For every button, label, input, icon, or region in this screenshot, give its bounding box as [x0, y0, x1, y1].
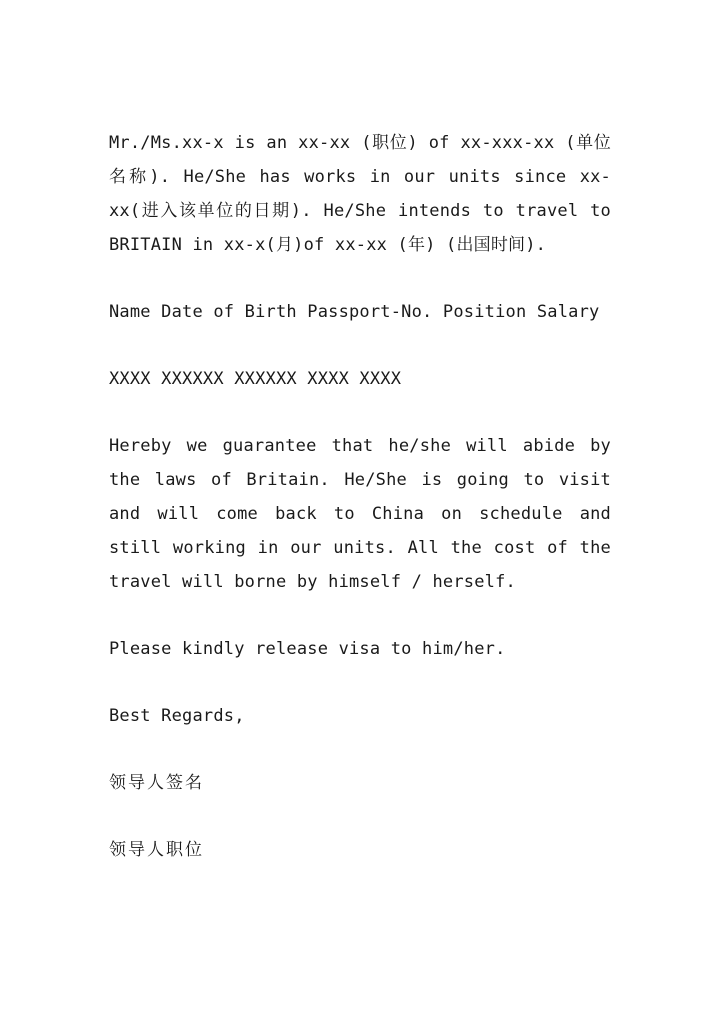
leader-signature-line: 领导人签名: [109, 773, 204, 793]
letter-body: [109, 126, 611, 867]
guarantee-paragraph: Hereby we guarantee that he/she will abide by the laws of Britain. He/She is going to visit and will come back to China on schedule and still working in our units. All the cost of the travel will borne by himself / herself.: [109, 436, 611, 592]
intro-paragraph: Mr./Ms.xx-x is an xx-xx (职位) of xx-xxx-xx (单位名称). He/She has works in our units since xx-xx(进入该单位的日期). He/She intends to travel to BRITAIN in xx-x(月)of xx-xx (年) (出国时间).: [109, 133, 611, 255]
table-header-line: Name Date of Birth Passport-No. Position Salary: [109, 302, 600, 322]
table-row-line: XXXX XXXXXX XXXXXX XXXX XXXX: [109, 369, 402, 389]
leader-position-line: 领导人职位: [109, 840, 204, 860]
visa-request-line: Please kindly release visa to him/her.: [109, 639, 506, 659]
closing-line: Best Regards,: [109, 706, 245, 726]
